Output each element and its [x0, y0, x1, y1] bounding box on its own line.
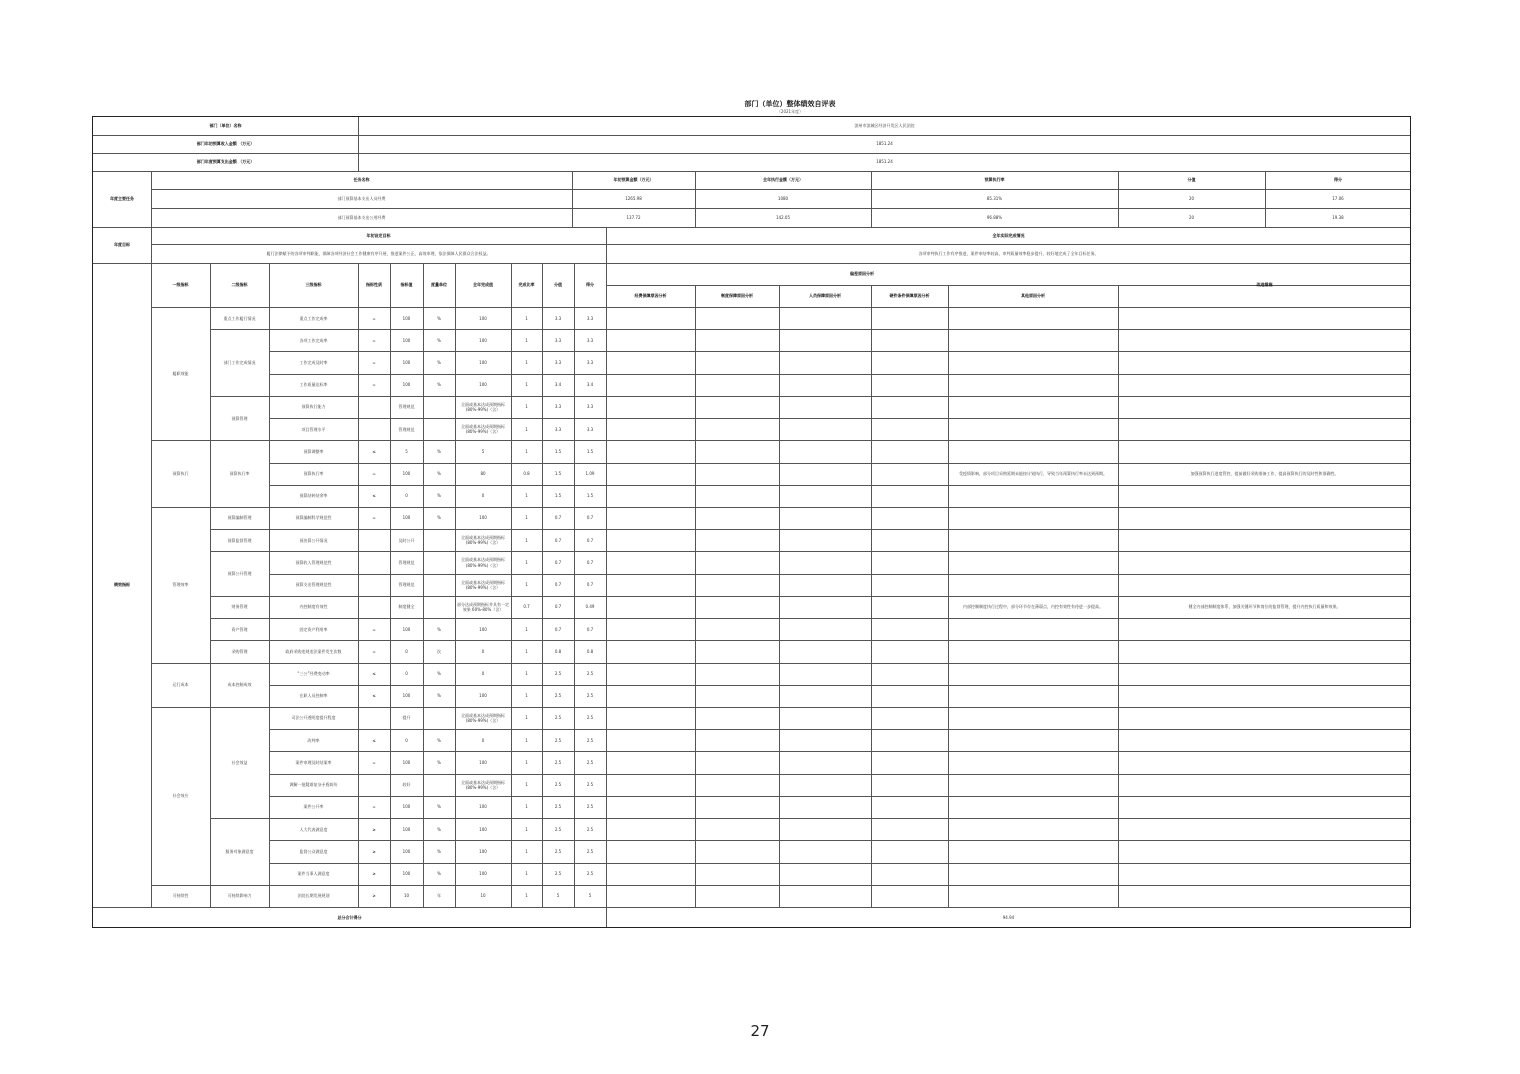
indicator-cell — [358, 596, 390, 618]
indicator-cell: % — [437, 804, 441, 810]
annual-task-col-header: 全年执行金额（万元） — [763, 177, 803, 183]
indicator-cell: 0.7 — [554, 626, 562, 632]
indicator-cell: 1 — [525, 871, 528, 877]
annual-task-label: 年度主要任务 — [110, 196, 134, 202]
indicator-cell: 100 — [402, 359, 411, 365]
indicator-cell: = — [372, 626, 376, 632]
indicator-cell: 3.3 — [554, 315, 562, 321]
indicator-cell: 2.5 — [586, 848, 594, 854]
indicator-cell: 1 — [525, 515, 528, 521]
level1-indicator: 可持续性 — [172, 893, 189, 899]
indicator-cell: 2.5 — [554, 804, 562, 810]
grid-line — [871, 285, 872, 907]
col-got-header: 得分 — [586, 282, 594, 288]
indicator-cell: = — [372, 759, 376, 765]
dept-name-value: 滨州市滨城区经济开发区人民法院 — [854, 123, 915, 129]
annual-task-cell: 17.06 — [1332, 195, 1344, 201]
indicator-cell: 1 — [525, 782, 528, 788]
indicator-cell: 1 — [525, 671, 528, 677]
indicator-cell: % — [437, 737, 441, 743]
level2-indicator: 财务管理 — [231, 604, 248, 610]
level1-indicator: 履职效能 — [172, 371, 189, 377]
indicator-cell — [423, 529, 455, 551]
annual-task-cell: 19.38 — [1332, 214, 1344, 220]
indicator-cell: 0 — [405, 737, 408, 743]
indicator-cell: 1 — [525, 737, 528, 743]
indicator-cell: 100 — [402, 337, 411, 343]
budget-label: 部门年初预算收入金额 （万元） — [196, 141, 255, 147]
indicator-cell: % — [437, 848, 441, 854]
indicator-cell: 100 — [479, 337, 487, 343]
annual-task-col-header: 预算执行率 — [984, 177, 1005, 183]
indicator-cell: 3.3 — [554, 404, 562, 410]
indicator-cell: 100 — [402, 759, 411, 765]
indicator-cell: 0.49 — [585, 604, 595, 610]
indicator-cell — [423, 596, 455, 618]
indicator-cell — [423, 418, 455, 440]
goal-planned-header: 年初设定目标 — [366, 232, 391, 238]
indicator-cell: 政府采购违规违法案件发生次数 — [285, 648, 342, 654]
indicator-cell: 1.09 — [585, 471, 595, 477]
indicator-cell: = — [372, 648, 376, 654]
level2-indicator: 预算公开管理 — [227, 571, 252, 577]
indicator-cell — [358, 574, 390, 596]
self-evaluation-table — [92, 116, 1411, 928]
level1-indicator: 管理效率 — [172, 582, 189, 588]
indicator-cell: ≥ — [372, 871, 376, 877]
indicator-cell: 案件当事人满意度 — [297, 871, 330, 877]
level2-indicator: 资产管理 — [231, 626, 248, 632]
indicator-cell: 100 — [402, 826, 411, 832]
indicator-cell — [358, 774, 390, 796]
indicator-cell: 100 — [479, 871, 487, 877]
total-score-label: 总分合计得分 — [337, 915, 362, 921]
annual-task-cell: 20 — [1188, 214, 1195, 220]
indicator-cell: 年 — [437, 893, 441, 899]
indicator-cell: 2.5 — [586, 671, 594, 677]
indicator-cell: 3.4 — [586, 382, 594, 388]
indicator-cell: 1.5 — [554, 448, 562, 454]
level2-indicator: 成本控制成效 — [227, 682, 252, 688]
deviation-col-header: 制度保障原因分析 — [721, 293, 753, 299]
indicator-cell: 预决算公开情况 — [299, 537, 328, 543]
level2-indicator: 采购管理 — [231, 648, 248, 654]
indicator-cell: 1 — [525, 559, 528, 565]
goal-actual-header: 全年实际完成情况 — [992, 232, 1025, 238]
indicator-cell: 工作完成及时率 — [299, 359, 328, 365]
indicator-cell: 固定资产利用率 — [299, 626, 328, 632]
indicator-cell: % — [437, 693, 441, 699]
annual-task-cell: 96.88% — [986, 214, 1003, 220]
indicator-cell: ≥ — [372, 826, 376, 832]
indicator-cell: 0 — [481, 493, 485, 499]
level1-indicator: 运行成本 — [172, 682, 189, 688]
indicator-cell: % — [437, 448, 441, 454]
indicator-cell: 监督公众满意度 — [299, 848, 328, 854]
indicator-cell: 2.5 — [586, 782, 594, 788]
indicator-cell: % — [437, 515, 441, 521]
indicator-cell: 10 — [480, 893, 486, 899]
indicator-cell: 100 — [479, 315, 487, 321]
goal-actual-text: 各项审判执行工作有序推进，案件审结率较高，审判质量效率稳步提升，较好地完成了全年目标任务。 — [918, 250, 1099, 256]
spend-value: 1851.24 — [876, 159, 893, 165]
indicator-cell: 1.5 — [586, 448, 594, 454]
annual-goal-label: 年度目标 — [114, 242, 130, 248]
indicator-cell: 1 — [525, 893, 528, 899]
indicator-cell: = — [372, 804, 376, 810]
level2-indicator: 预算监督管理 — [227, 537, 252, 543]
indicator-cell: 5 — [588, 893, 592, 899]
indicator-cell: 全面或基本达成预期指标(80%-99%)（含） — [461, 557, 505, 568]
indicator-cell: 1 — [525, 648, 528, 654]
indicator-cell: 0 — [481, 737, 485, 743]
indicator-cell: 管理规范 — [398, 559, 415, 565]
level2-indicator: 社会效益 — [231, 759, 248, 765]
improvement-measure: 加强预算执行进度管控，提前做好采购准备工作，提高预算执行的及时性和准确性。 — [1190, 471, 1339, 477]
dept-name-label: 部门（单位）名称 — [209, 123, 242, 129]
deviation-header: 偏差原因分析 — [850, 271, 874, 277]
annual-task-col-header: 任务名称 — [353, 177, 370, 183]
indicator-cell: 100 — [402, 315, 411, 321]
indicator-cell: ≥ — [372, 893, 376, 899]
annual-task-cell: 部门预算基本支出公用经费 — [337, 214, 386, 220]
level2-indicator: 预算编制管理 — [227, 515, 252, 521]
indicator-cell: 2.5 — [586, 715, 594, 721]
indicator-cell: ≥ — [372, 848, 376, 854]
annual-task-col-header: 年初预算金额（万元） — [613, 177, 654, 183]
indicator-cell: % — [437, 471, 441, 477]
indicator-cell: 100 — [402, 382, 411, 388]
indicator-cell: 预算执行能力 — [301, 404, 326, 410]
indicator-cell: 80 — [480, 471, 486, 477]
indicator-cell: 5 — [481, 448, 485, 454]
improvement-measure: 健全内部控制制度体系，加强关键环节和岗位的监督管理，提升内控执行质量和效果。 — [1188, 604, 1341, 610]
indicator-cell: ≤ — [372, 493, 376, 499]
indicator-cell: = — [372, 382, 376, 388]
indicator-cell: 100 — [479, 515, 487, 521]
indicator-cell — [358, 396, 390, 418]
indicator-cell: 1 — [525, 759, 528, 765]
indicator-cell: 部分达成预期指标并具有一定效果 60%-80%（含） — [457, 601, 509, 612]
indicator-cell: 1 — [525, 359, 528, 365]
annual-task-cell: 1265.98 — [625, 195, 642, 201]
indicator-cell: 在职人员控制率 — [299, 693, 328, 699]
indicator-cell: 0.7 — [554, 559, 562, 565]
indicator-cell: 0.8 — [523, 471, 530, 477]
indicator-cell: % — [437, 826, 441, 832]
indicator-cell: 0.7 — [523, 604, 530, 610]
indicator-cell: 0.7 — [554, 582, 562, 588]
indicator-cell: 1 — [525, 626, 528, 632]
indicator-cell: 100 — [479, 359, 487, 365]
indicator-cell: 1 — [525, 404, 528, 410]
indicator-cell: 各项工作完成率 — [299, 337, 328, 343]
indicator-cell: 管理规范 — [398, 404, 415, 410]
indicator-cell: 制度健全 — [398, 604, 415, 610]
indicator-cell: 0 — [405, 671, 408, 677]
indicator-cell: 5 — [556, 893, 560, 899]
indicator-cell: 2.5 — [586, 826, 594, 832]
indicator-cell: 100 — [479, 759, 487, 765]
annual-task-col-header: 分值 — [1187, 177, 1196, 183]
indicator-cell: 项目管理水平 — [301, 426, 326, 432]
col-level2-header: 二级指标 — [231, 282, 248, 288]
indicator-cell: 管理规范 — [398, 582, 415, 588]
deviation-col-header: 其他原因分析 — [1021, 293, 1045, 299]
indicator-cell: 0.8 — [586, 648, 594, 654]
indicators-section-label: 绩效指标 — [114, 582, 130, 588]
indicator-cell: 1 — [525, 337, 528, 343]
indicator-cell: 1.5 — [554, 471, 562, 477]
indicator-cell: 100 — [479, 693, 487, 699]
indicator-cell: 案件公开率 — [303, 804, 324, 810]
indicator-cell: 全面或基本达成预期指标(80%-99%)（含） — [461, 535, 505, 546]
indicator-cell: = — [372, 337, 376, 343]
indicator-cell: 预算结转结余率 — [299, 493, 328, 499]
level1-indicator: 社会效应 — [172, 793, 189, 799]
indicator-cell: 3.4 — [554, 382, 562, 388]
indicator-cell: 3.3 — [554, 337, 562, 343]
indicator-cell: ≤ — [372, 448, 376, 454]
annual-task-cell: 85.31% — [986, 195, 1003, 201]
indicator-cell: 全面或基本达成预期指标(80%-99%)（含） — [461, 712, 505, 724]
indicator-cell: = — [372, 315, 376, 321]
indicator-cell: 1 — [525, 693, 528, 699]
annual-task-cell: 1080 — [777, 195, 789, 201]
deviation-col-header: 经费保障原因分析 — [634, 293, 667, 299]
indicator-cell: 1.5 — [554, 493, 562, 499]
indicator-cell: 及时公开 — [398, 537, 415, 543]
indicator-cell: 2.5 — [554, 782, 562, 788]
indicator-cell: 100 — [479, 826, 487, 832]
indicator-cell: 案件审理及时结案率 — [295, 759, 332, 765]
spend-label: 部门年度预算支出金额 （万元） — [196, 159, 255, 165]
indicator-cell: % — [437, 382, 441, 388]
level2-indicator: 预算管理 — [231, 415, 248, 421]
indicator-cell: % — [437, 359, 441, 365]
indicator-cell: 3.3 — [554, 426, 562, 432]
indicator-cell: 100 — [402, 515, 411, 521]
indicator-cell: 2.5 — [586, 804, 594, 810]
indicator-cell — [358, 529, 390, 551]
indicator-cell: 较好 — [402, 782, 411, 788]
grid-line — [606, 263, 607, 928]
indicator-cell: 重点工作完成率 — [299, 315, 328, 321]
indicator-cell — [423, 551, 455, 573]
indicator-cell: = — [372, 515, 376, 521]
col-nature-header: 指标性质 — [366, 282, 382, 288]
indicator-cell: 10 — [403, 893, 410, 899]
indicator-cell: 100 — [479, 848, 487, 854]
level2-indicator: 重点工作履行情况 — [223, 315, 256, 321]
indicator-cell: 3.3 — [554, 359, 562, 365]
indicator-cell: % — [437, 315, 441, 321]
indicator-cell: 2.5 — [554, 848, 562, 854]
col-value-header: 指标值 — [400, 282, 413, 288]
indicator-cell: ≤ — [372, 671, 376, 677]
indicator-cell: 0.7 — [554, 604, 562, 610]
indicator-cell: 2.5 — [586, 871, 594, 877]
level2-indicator: 部门工作完成情况 — [223, 359, 256, 365]
indicator-cell: 0 — [405, 648, 408, 654]
indicator-cell: 1 — [525, 493, 528, 499]
indicator-cell: 全面或基本达成预期指标(80%-99%)（含） — [461, 779, 505, 790]
indicator-cell: 2.5 — [554, 871, 562, 877]
annual-task-cell: 142.05 — [776, 214, 790, 220]
indicator-cell: 0.7 — [586, 537, 594, 543]
indicator-cell: 100 — [479, 626, 487, 632]
indicator-cell: 预算收入管理规范性 — [295, 559, 332, 565]
indicator-cell: 人大代表满意度 — [299, 826, 328, 832]
indicator-cell: 3.3 — [586, 359, 594, 365]
indicator-cell: 3.3 — [586, 404, 594, 410]
indicator-cell: 1.5 — [586, 493, 594, 499]
indicator-cell: 3.3 — [586, 337, 594, 343]
level2-indicator: 服务对象满意度 — [225, 848, 254, 854]
indicator-cell: 2.5 — [554, 826, 562, 832]
indicator-cell: 内控制度有效性 — [299, 604, 328, 610]
indicator-cell: 2.5 — [554, 693, 562, 699]
indicator-cell — [423, 774, 455, 796]
indicator-cell: 全面或基本达成预期指标(80%-99%)（含） — [461, 401, 505, 412]
indicator-cell: 5 — [405, 448, 408, 454]
grid-line — [695, 285, 696, 907]
indicator-cell — [423, 574, 455, 596]
indicator-cell: 1 — [525, 315, 528, 321]
indicator-cell: 预算执行率 — [303, 471, 324, 477]
indicator-cell: ≤ — [372, 737, 376, 743]
indicator-cell: 0.8 — [554, 648, 562, 654]
indicator-cell: 管理规范 — [398, 426, 415, 432]
indicator-cell: 100 — [479, 804, 487, 810]
budget-value: 1851.24 — [876, 141, 893, 147]
indicator-cell: % — [437, 871, 441, 877]
indicator-cell: % — [437, 337, 441, 343]
level1-indicator: 预算执行 — [172, 471, 189, 477]
indicator-cell: 1 — [525, 804, 528, 810]
indicator-cell: 改判率 — [307, 737, 320, 743]
annual-task-cell: 137.72 — [626, 214, 641, 220]
deviation-other-note: 内部控制制度执行过程中，部分环节存在薄弱点，内控有效性有待进一步提高。 — [963, 604, 1103, 610]
improve-header: 改进措施 — [1256, 282, 1273, 288]
indicator-cell: 1 — [525, 448, 528, 454]
indicator-cell: 1 — [525, 582, 528, 588]
indicator-cell: 2.5 — [554, 737, 562, 743]
indicator-cell: 法院长期发展规划 — [297, 893, 330, 899]
indicator-cell: % — [437, 759, 441, 765]
indicator-cell: 司法公开透明度提升程度 — [291, 715, 336, 721]
indicator-cell: 2.5 — [554, 759, 562, 765]
total-score-value: 94.94 — [1002, 915, 1015, 921]
indicator-cell: 1 — [525, 715, 528, 721]
indicator-cell: 100 — [402, 848, 411, 854]
indicator-cell: 预算调整率 — [303, 448, 324, 454]
annual-task-cell: 20 — [1188, 195, 1195, 201]
indicator-cell: 100 — [402, 626, 411, 632]
indicator-cell: 2.5 — [554, 715, 562, 721]
indicator-cell: “三公”经费变动率 — [297, 671, 330, 677]
indicator-cell: = — [372, 359, 376, 365]
indicator-cell: 0 — [405, 493, 408, 499]
indicator-cell: 100 — [402, 871, 411, 877]
indicator-cell: 全面或基本达成预期指标(80%-99%)（含） — [461, 424, 505, 435]
indicator-cell — [358, 707, 390, 729]
page-number: 27 — [750, 1022, 770, 1040]
deviation-col-header: 硬件条件保障原因分析 — [889, 293, 930, 299]
indicator-cell: % — [437, 493, 441, 499]
col-actual-header: 全年完成值 — [473, 282, 493, 288]
indicator-cell: = — [372, 471, 376, 477]
indicator-cell: 0.7 — [554, 515, 562, 521]
indicator-cell: 工作质量达标率 — [299, 382, 328, 388]
indicator-cell: 2.5 — [586, 693, 594, 699]
indicator-cell: 2.5 — [586, 737, 594, 743]
indicator-cell: 2.5 — [586, 759, 594, 765]
col-level1-header: 一级指标 — [172, 282, 189, 288]
document-title: 部门（单位）整体绩效自评表 — [744, 100, 836, 108]
indicator-cell: 全面或基本达成预期指标(80%-99%)（含） — [461, 579, 505, 590]
level2-indicator: 预算执行率 — [229, 471, 250, 477]
indicator-cell: 0.7 — [586, 582, 594, 588]
deviation-col-header: 人员保障原因分析 — [809, 293, 841, 299]
col-score-header: 分值 — [554, 282, 562, 288]
indicator-cell: 0.7 — [586, 515, 594, 521]
indicator-cell: 3.3 — [586, 315, 594, 321]
indicator-cell: 2.5 — [554, 671, 562, 677]
indicator-cell: % — [437, 671, 441, 677]
indicator-cell: 0 — [481, 648, 485, 654]
goal-planned-text: 履行法律赋予的各项审判职能，保障各项经济社会工作健康有序开展，推进案件公正、高效审理，依法保障人民群众合法权益。 — [266, 250, 491, 256]
indicator-cell: 次 — [437, 648, 441, 654]
indicator-cell: 调解一批疑难复杂矛盾纠纷 — [289, 782, 338, 788]
deviation-other-note: 受疫情影响，部分项目采购延期未能按计划执行，导致当年预算执行率未达到预期。 — [959, 471, 1107, 477]
indicator-cell: 提升 — [402, 715, 411, 721]
grid-line — [779, 285, 780, 907]
indicator-cell: 0.7 — [586, 626, 594, 632]
annual-task-cell: 部门预算基本支出人员经费 — [337, 195, 386, 201]
indicator-cell: 0.7 — [586, 559, 594, 565]
col-unit-header: 度量单位 — [431, 282, 447, 288]
indicator-cell: 预算编制科学规范性 — [295, 515, 332, 521]
indicator-cell — [423, 396, 455, 418]
indicator-cell: 3.3 — [586, 426, 594, 432]
col-level3-header: 三级指标 — [305, 282, 322, 288]
indicator-cell: 0 — [481, 671, 485, 677]
indicator-cell: 1 — [525, 382, 528, 388]
level2-indicator: 可持续影响力 — [227, 893, 252, 899]
indicator-cell: 100 — [402, 693, 411, 699]
indicator-cell: 1 — [525, 848, 528, 854]
indicator-cell: 100 — [479, 382, 487, 388]
indicator-cell: 1 — [525, 537, 528, 543]
indicator-cell: 1 — [525, 426, 528, 432]
indicator-cell: 100 — [402, 471, 411, 477]
indicator-cell: % — [437, 626, 441, 632]
document-year: （2021年度） — [776, 109, 804, 114]
indicator-cell — [358, 551, 390, 573]
col-rate-header: 完成比率 — [518, 282, 535, 288]
indicator-cell: 预算支出管理规范性 — [295, 582, 332, 588]
indicator-cell — [358, 418, 390, 440]
annual-task-col-header: 得分 — [1334, 177, 1342, 183]
indicator-cell: 100 — [402, 804, 411, 810]
indicator-cell: 1 — [525, 826, 528, 832]
indicator-cell: ≤ — [372, 693, 376, 699]
indicator-cell — [423, 707, 455, 729]
indicator-cell: 0.7 — [554, 537, 562, 543]
